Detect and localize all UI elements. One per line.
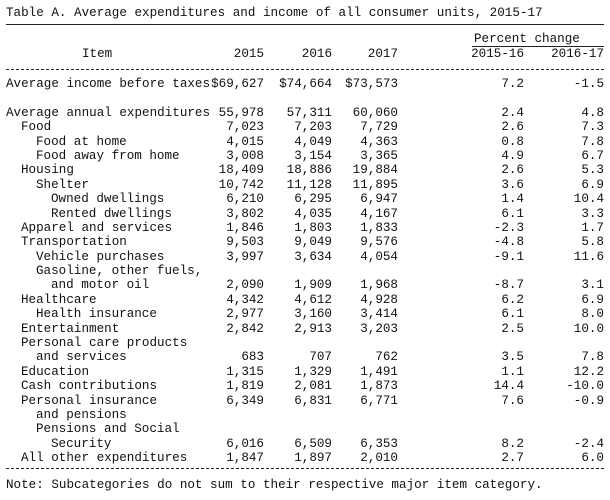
table-row xyxy=(0,278,610,292)
table-row xyxy=(0,264,610,278)
pct-2016-17: 5.3 xyxy=(581,163,604,178)
table-row xyxy=(0,307,610,321)
row-label: Average annual expenditures xyxy=(6,105,211,120)
pct-2015-16: 2.7 xyxy=(501,451,524,466)
header-2016: 2016 xyxy=(301,47,332,61)
value-2016: 6,831 xyxy=(294,393,332,408)
pct-2016-17: -0.9 xyxy=(573,393,604,408)
pct-2016-17: 6.9 xyxy=(581,177,604,192)
row-label: Pensions and Social xyxy=(36,422,180,437)
value-2016: 18,886 xyxy=(286,163,332,178)
value-2015: 3,802 xyxy=(226,206,264,221)
value-2016: 11,128 xyxy=(286,177,332,192)
value-2015: 10,742 xyxy=(218,177,264,192)
row-label: Owned dwellings xyxy=(51,192,165,207)
table-row xyxy=(0,178,610,192)
value-2017: $73,573 xyxy=(345,77,398,91)
value-2016: 2,081 xyxy=(294,379,332,394)
pct-2015-16: -2.3 xyxy=(493,220,524,235)
value-2015: 1,315 xyxy=(226,364,264,379)
pct-2016-17: 6.0 xyxy=(581,451,604,466)
table-row xyxy=(0,365,610,379)
value-2016: 57,311 xyxy=(286,105,332,120)
table-row xyxy=(0,149,610,163)
value-2017: 19,884 xyxy=(352,163,398,178)
value-2017: 1,873 xyxy=(360,379,398,394)
value-2017: 2,010 xyxy=(360,451,398,466)
pct-2015-16: 14.4 xyxy=(493,379,524,394)
row-label: Food away from home xyxy=(36,148,180,163)
pct-2015-16: 0.8 xyxy=(501,134,524,149)
value-2017: 762 xyxy=(375,350,398,365)
pct-2016-17: 12.2 xyxy=(573,364,604,379)
pct-2016-17: 6.9 xyxy=(581,292,604,307)
value-2015: 18,409 xyxy=(218,163,264,178)
value-2016: $74,664 xyxy=(279,77,332,91)
row-label: Personal insurance xyxy=(21,393,158,408)
value-2016: 9,049 xyxy=(294,235,332,250)
table-row xyxy=(0,437,610,451)
value-2016: 3,160 xyxy=(294,307,332,322)
table-row xyxy=(0,120,610,134)
pct-2015-16: 2.6 xyxy=(501,163,524,178)
header-pc-2016-17: 2016-17 xyxy=(551,47,604,61)
row-label: Transportation xyxy=(21,235,127,250)
pct-2016-17: -10.0 xyxy=(566,379,604,394)
pct-2015-16: 6.1 xyxy=(501,307,524,322)
row-label: Vehicle purchases xyxy=(36,249,165,264)
row-label: Shelter xyxy=(36,177,89,192)
table-row xyxy=(0,221,610,235)
value-2016: 6,509 xyxy=(294,436,332,451)
pct-2015-16: 6.1 xyxy=(501,206,524,221)
pct-2015-16: 4.9 xyxy=(501,148,524,163)
value-2016: 1,909 xyxy=(294,278,332,293)
pct-2015-16: 8.2 xyxy=(501,436,524,451)
value-2016: 6,295 xyxy=(294,192,332,207)
row-label: Cash contributions xyxy=(21,379,158,394)
table-row xyxy=(0,135,610,149)
table-row xyxy=(0,91,610,105)
value-2015: 1,846 xyxy=(226,220,264,235)
pct-2016-17: 11.6 xyxy=(573,249,604,264)
bottom-dashed-rule xyxy=(6,468,604,469)
pct-2015-16: -4.8 xyxy=(493,235,524,250)
value-2017: 6,947 xyxy=(360,192,398,207)
value-2017: 3,365 xyxy=(360,148,398,163)
pct-2016-17: 10.4 xyxy=(573,192,604,207)
table-row xyxy=(0,235,610,249)
pct-2015-16: -9.1 xyxy=(493,249,524,264)
row-label: Entertainment xyxy=(21,321,120,336)
row-label: Personal care products xyxy=(21,336,188,351)
value-2016: 707 xyxy=(309,350,332,365)
value-2015: 4,342 xyxy=(226,292,264,307)
value-2015: 3,008 xyxy=(226,148,264,163)
table-row xyxy=(0,451,610,465)
pct-2015-16: 2.6 xyxy=(501,120,524,135)
pct-2016-17: 1.7 xyxy=(581,220,604,235)
row-label: Food at home xyxy=(36,134,127,149)
value-2016: 3,154 xyxy=(294,148,332,163)
table-row xyxy=(0,293,610,307)
header-dashed-rule xyxy=(6,69,604,70)
table-row xyxy=(0,163,610,177)
pct-2015-16: 2.4 xyxy=(501,105,524,120)
row-label: Health insurance xyxy=(36,307,157,322)
row-label: Security xyxy=(51,436,112,451)
value-2015: 6,349 xyxy=(226,393,264,408)
table-row xyxy=(0,250,610,264)
table-body xyxy=(0,77,610,466)
row-label: Rented dwellings xyxy=(51,206,172,221)
row-label: and pensions xyxy=(36,407,127,422)
row-label: Housing xyxy=(21,163,74,178)
value-2016: 4,035 xyxy=(294,206,332,221)
pct-2015-16: 1.1 xyxy=(501,364,524,379)
table-row xyxy=(0,336,610,350)
pct-2016-17: 3.3 xyxy=(581,206,604,221)
value-2016: 1,803 xyxy=(294,220,332,235)
pct-2016-17: 3.1 xyxy=(581,278,604,293)
pct-2015-16: 3.6 xyxy=(501,177,524,192)
pct-2016-17: 5.8 xyxy=(581,235,604,250)
header-2015: 2015 xyxy=(233,47,264,61)
value-2015: 3,997 xyxy=(226,249,264,264)
pct-2016-17: 8.0 xyxy=(581,307,604,322)
value-2016: 2,913 xyxy=(294,321,332,336)
table-title: Table A. Average expenditures and income of all consumer units, 2015-17 xyxy=(6,6,543,20)
value-2015: 55,978 xyxy=(218,105,264,120)
pct-2015-16: 7.2 xyxy=(501,77,524,91)
pct-2016-17: 7.8 xyxy=(581,350,604,365)
value-2017: 3,203 xyxy=(360,321,398,336)
value-2016: 4,049 xyxy=(294,134,332,149)
row-label: and motor oil xyxy=(51,278,150,293)
value-2017: 4,928 xyxy=(360,292,398,307)
header-pc-2015-16: 2015-16 xyxy=(471,47,524,61)
value-2017: 4,363 xyxy=(360,134,398,149)
row-label: Apparel and services xyxy=(21,220,173,235)
value-2016: 1,897 xyxy=(294,451,332,466)
value-2016: 7,203 xyxy=(294,120,332,135)
pct-2015-16: 1.4 xyxy=(501,192,524,207)
value-2017: 1,491 xyxy=(360,364,398,379)
value-2015: $69,627 xyxy=(211,77,264,91)
value-2015: 1,847 xyxy=(226,451,264,466)
table-row xyxy=(0,408,610,422)
value-2016: 1,329 xyxy=(294,364,332,379)
value-2015: 7,023 xyxy=(226,120,264,135)
value-2015: 6,016 xyxy=(226,436,264,451)
pct-2015-16: 7.6 xyxy=(501,393,524,408)
row-label: Education xyxy=(21,364,90,379)
table-note: Note: Subcategories do not sum to their respective major item category. xyxy=(6,478,543,492)
table-row xyxy=(0,77,610,91)
row-label: and services xyxy=(36,350,127,365)
pct-2016-17: 7.8 xyxy=(581,134,604,149)
header-2017: 2017 xyxy=(367,47,398,61)
table-row xyxy=(0,379,610,393)
value-2016: 3,634 xyxy=(294,249,332,264)
value-2015: 4,015 xyxy=(226,134,264,149)
table-row xyxy=(0,394,610,408)
row-label: Average income before taxes xyxy=(6,77,211,91)
value-2015: 9,503 xyxy=(226,235,264,250)
value-2015: 6,210 xyxy=(226,192,264,207)
pct-2016-17: -2.4 xyxy=(573,436,604,451)
pct-2015-16: -8.7 xyxy=(493,278,524,293)
pct-2016-17: 4.8 xyxy=(581,105,604,120)
row-label: Healthcare xyxy=(21,292,97,307)
value-2015: 683 xyxy=(241,350,264,365)
table-row xyxy=(0,322,610,336)
value-2015: 2,090 xyxy=(226,278,264,293)
value-2017: 7,729 xyxy=(360,120,398,135)
pct-2015-16: 2.5 xyxy=(501,321,524,336)
value-2016: 4,612 xyxy=(294,292,332,307)
pct-2015-16: 6.2 xyxy=(501,292,524,307)
value-2017: 6,771 xyxy=(360,393,398,408)
row-label: All other expenditures xyxy=(21,451,188,466)
value-2017: 60,060 xyxy=(352,105,398,120)
row-label: Food xyxy=(21,120,52,135)
value-2017: 6,353 xyxy=(360,436,398,451)
pct-2015-16: 3.5 xyxy=(501,350,524,365)
value-2017: 1,968 xyxy=(360,278,398,293)
table-row xyxy=(0,207,610,221)
table-row xyxy=(0,350,610,364)
value-2015: 1,819 xyxy=(226,379,264,394)
pct-2016-17: -1.5 xyxy=(573,77,604,91)
table-row xyxy=(0,422,610,436)
pct-2016-17: 10.0 xyxy=(573,321,604,336)
table-row xyxy=(0,106,610,120)
value-2017: 3,414 xyxy=(360,307,398,322)
top-rule xyxy=(6,24,604,25)
pct-2016-17: 7.3 xyxy=(581,120,604,135)
row-label: Gasoline, other fuels, xyxy=(36,264,203,279)
value-2017: 9,576 xyxy=(360,235,398,250)
value-2017: 11,895 xyxy=(352,177,398,192)
pct-2016-17: 6.7 xyxy=(581,148,604,163)
table-row xyxy=(0,192,610,206)
item-header: Item xyxy=(82,47,113,61)
value-2017: 4,167 xyxy=(360,206,398,221)
percent-change-header: Percent change xyxy=(474,32,580,46)
value-2015: 2,842 xyxy=(226,321,264,336)
value-2017: 1,833 xyxy=(360,220,398,235)
value-2015: 2,977 xyxy=(226,307,264,322)
value-2017: 4,054 xyxy=(360,249,398,264)
